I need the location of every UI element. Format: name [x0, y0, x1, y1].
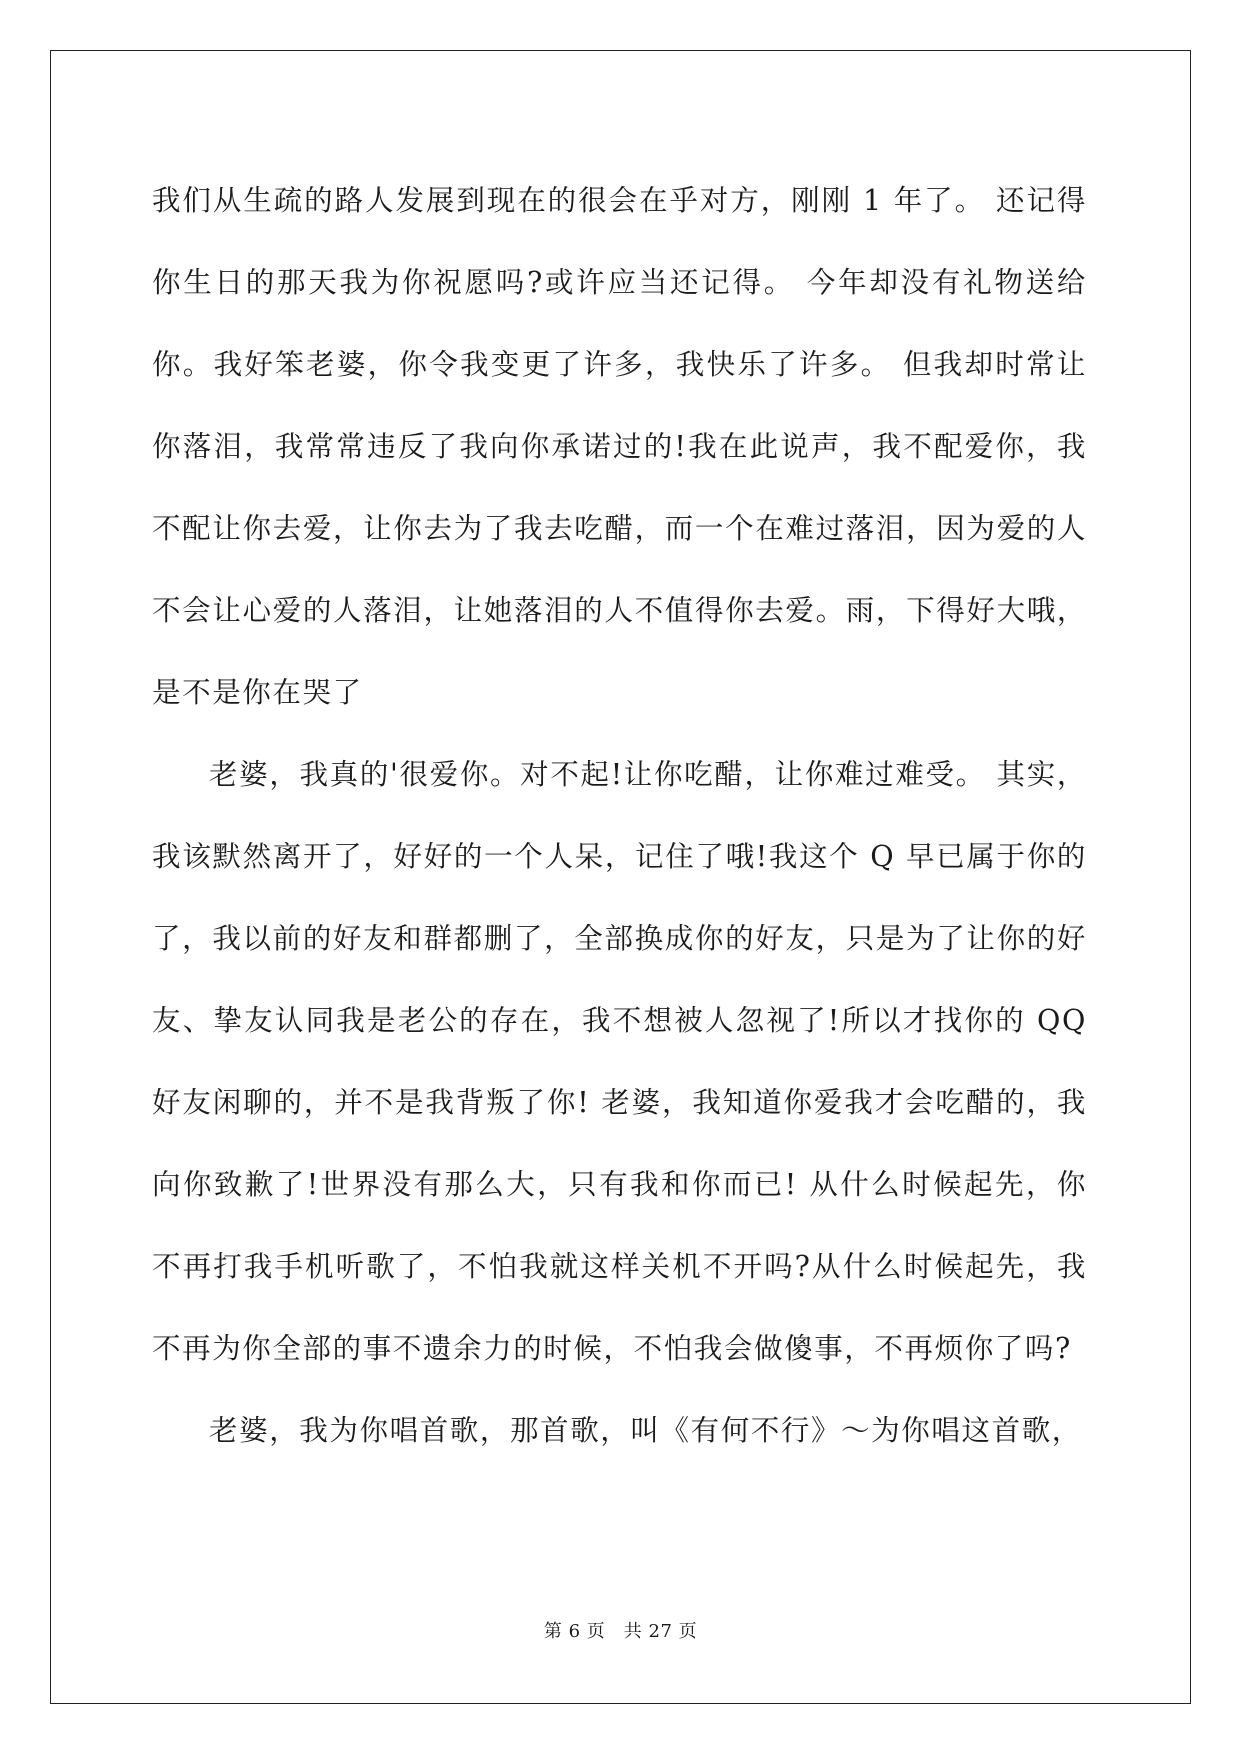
page-footer: 第 6 页 共 27 页: [543, 1621, 698, 1642]
document-body: [152, 160, 1087, 1472]
paragraph-2: 老婆，我真的'很爱你。对不起!让你吃醋，让你难过难受。 其实，我该默然离开了，好好的一个人呆，记住了哦!我这个 Q 早已属于你的了，我以前的好友和群都删了，全部换成你的好友，只是为了让你的好友、挚友认同我是老公的存在，我不想被人忽视了!所以才找你的 QQ 好友闲聊的，并不是我背叛了你! 老婆，我知道你爱我才会吃醋的，我向你致歉了!世界没有那么大，只有我和你而已! 从什么时候起先，你不再打我手机听歌了，不怕我就这样关机不开吗?从什么时候起先，我不再为你全部的事不遗余力的时候，不怕我会做傻事，不再烦你了吗?: [152, 758, 1087, 1365]
paragraph-3: 老婆，我为你唱首歌，那首歌，叫《有何不行》～为你唱这首歌，: [209, 1414, 1082, 1447]
paragraph-1: 我们从生疏的路人发展到现在的很会在乎对方，刚刚 1 年了。 还记得你生日的那天我为你祝愿吗?或许应当还记得。 今年却没有礼物送给你。我好笨老婆，你令我变更了许多，我快乐了许多。 但我却时常让你落泪，我常常违反了我向你承诺过的!我在此说声，我不配爱你，我不配让你去爱，让你去为了我去吃醋，而一个在难过落泪，因为爱的人不会让心爱的人落泪，让她落泪的人不值得你去爱。雨，下得好大哦，是不是你在哭了: [152, 184, 1087, 709]
